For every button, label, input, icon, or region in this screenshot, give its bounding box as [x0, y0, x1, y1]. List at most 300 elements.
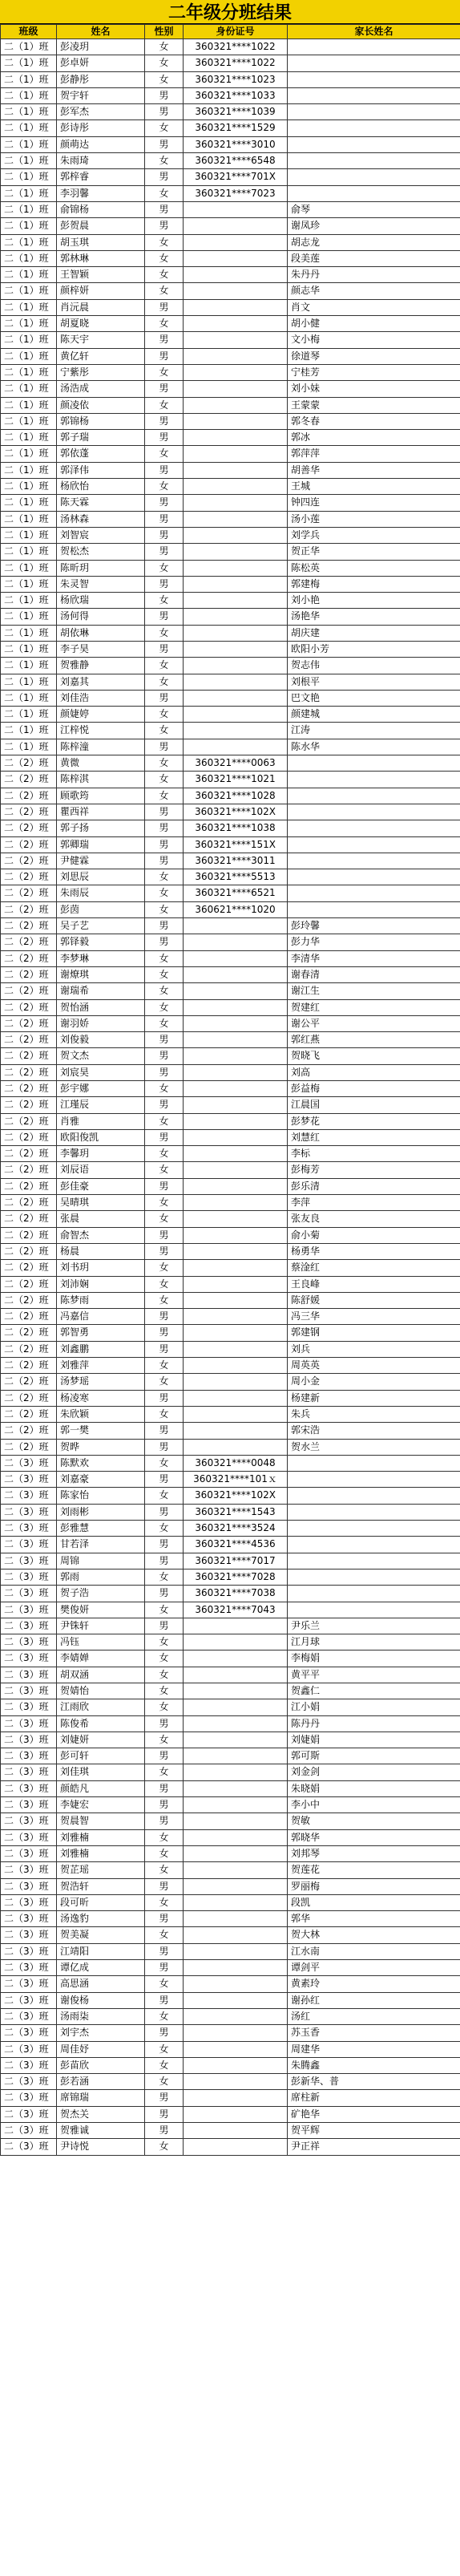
- cell-name: 郭梓睿: [57, 169, 145, 185]
- cell-gender: 男: [145, 104, 184, 120]
- table-row: [1, 169, 460, 185]
- cell-gender: 男: [145, 739, 184, 755]
- cell-parent-name: 陈舒媛: [288, 1292, 460, 1308]
- cell-class: 二（1）班: [1, 299, 57, 315]
- cell-parent-name: 贺大林: [288, 1927, 460, 1943]
- cell-parent-name: 彭新华、普: [288, 2074, 460, 2090]
- table-row: [1, 1260, 460, 1276]
- cell-id-number: 360321****151X: [184, 836, 288, 853]
- cell-parent-name: [288, 1504, 460, 1520]
- cell-parent-name: 钟四连: [288, 495, 460, 511]
- cell-id-number: 360321****1033: [184, 87, 288, 103]
- cell-name: 尹铢轩: [57, 1618, 145, 1634]
- table-row: [1, 1048, 460, 1064]
- table-row: [1, 1748, 460, 1764]
- cell-name: 俞智杰: [57, 1227, 145, 1243]
- table-row: [1, 950, 460, 966]
- table-row: [1, 1162, 460, 1178]
- cell-name: 贺雅诚: [57, 2123, 145, 2139]
- cell-class: 二（1）班: [1, 527, 57, 543]
- cell-parent-name: 段美莲: [288, 250, 460, 266]
- cell-parent-name: [288, 901, 460, 917]
- table-row: [1, 1764, 460, 1780]
- cell-parent-name: 朱丹丹: [288, 267, 460, 283]
- cell-class: 二（3）班: [1, 1992, 57, 2008]
- cell-id-number: [184, 1862, 288, 1878]
- cell-gender: 男: [145, 1341, 184, 1357]
- cell-name: 吴子艺: [57, 918, 145, 934]
- cell-name: 贺松杰: [57, 544, 145, 560]
- cell-parent-name: 贺水兰: [288, 1439, 460, 1455]
- cell-name: 刘雅萍: [57, 1358, 145, 1374]
- table-row: [1, 201, 460, 217]
- cell-id-number: [184, 609, 288, 625]
- table-row: [1, 39, 460, 55]
- cell-parent-name: [288, 1488, 460, 1504]
- cell-gender: 男: [145, 348, 184, 364]
- cell-id-number: [184, 511, 288, 527]
- cell-class: 二（3）班: [1, 1699, 57, 1715]
- cell-class: 二（3）班: [1, 1553, 57, 1569]
- cell-id-number: [184, 690, 288, 706]
- cell-gender: 男: [145, 1911, 184, 1927]
- cell-parent-name: 颜建城: [288, 707, 460, 723]
- cell-gender: 女: [145, 1927, 184, 1943]
- table-row: [1, 1292, 460, 1308]
- table-row: [1, 87, 460, 103]
- cell-gender: 女: [145, 1667, 184, 1683]
- cell-parent-name: 朱晓娟: [288, 1780, 460, 1796]
- cell-parent-name: 郭冬春: [288, 413, 460, 429]
- cell-parent-name: 贺晓飞: [288, 1048, 460, 1064]
- cell-id-number: [184, 1048, 288, 1064]
- cell-name: 宁紫彤: [57, 364, 145, 380]
- cell-name: 刘雅楠: [57, 1845, 145, 1861]
- cell-name: 彭宇娜: [57, 1081, 145, 1097]
- cell-gender: 男: [145, 381, 184, 397]
- cell-gender: 男: [145, 1748, 184, 1764]
- cell-name: 朱欣颖: [57, 1406, 145, 1422]
- table-row: [1, 918, 460, 934]
- cell-class: 二（2）班: [1, 853, 57, 869]
- cell-id-number: [184, 1423, 288, 1439]
- table-row: [1, 593, 460, 609]
- cell-id-number: 360321****7017: [184, 1553, 288, 1569]
- cell-gender: 男: [145, 1390, 184, 1406]
- cell-gender: 女: [145, 658, 184, 674]
- cell-name: 郭卿瑞: [57, 836, 145, 853]
- cell-name: 陈梓淇: [57, 772, 145, 788]
- cell-class: 二（2）班: [1, 1178, 57, 1194]
- cell-gender: 女: [145, 479, 184, 495]
- cell-parent-name: 谢凤珍: [288, 218, 460, 234]
- cell-class: 二（2）班: [1, 755, 57, 772]
- cell-id-number: [184, 527, 288, 543]
- header-gender: 性别: [145, 25, 184, 39]
- cell-name: 冯钰: [57, 1634, 145, 1651]
- cell-class: 二（1）班: [1, 479, 57, 495]
- cell-parent-name: [288, 39, 460, 55]
- cell-class: 二（3）班: [1, 2090, 57, 2106]
- cell-parent-name: 李清华: [288, 950, 460, 966]
- table-row: [1, 136, 460, 152]
- cell-class: 二（3）班: [1, 2008, 57, 2024]
- cell-parent-name: 陈丹丹: [288, 1715, 460, 1732]
- cell-id-number: [184, 413, 288, 429]
- cell-gender: 男: [145, 1780, 184, 1796]
- cell-name: 汤浩成: [57, 381, 145, 397]
- cell-parent-name: 陈水华: [288, 739, 460, 755]
- cell-id-number: [184, 1374, 288, 1390]
- cell-class: 二（2）班: [1, 901, 57, 917]
- cell-name: 贺浩轩: [57, 1878, 145, 1894]
- cell-parent-name: 贺志伟: [288, 658, 460, 674]
- table-row: [1, 1732, 460, 1748]
- cell-gender: 男: [145, 1325, 184, 1341]
- cell-parent-name: 冯三华: [288, 1309, 460, 1325]
- cell-id-number: [184, 348, 288, 364]
- cell-parent-name: 矿艳华: [288, 2106, 460, 2122]
- cell-id-number: [184, 1211, 288, 1227]
- cell-name: 汤逸豹: [57, 1911, 145, 1927]
- cell-id-number: [184, 1797, 288, 1813]
- table-row: [1, 430, 460, 446]
- cell-name: 谢俊杨: [57, 1992, 145, 2008]
- cell-class: 二（1）班: [1, 39, 57, 55]
- cell-class: 二（2）班: [1, 1390, 57, 1406]
- table-row: [1, 853, 460, 869]
- cell-class: 二（1）班: [1, 707, 57, 723]
- table-row: [1, 1015, 460, 1031]
- cell-parent-name: 汤红: [288, 2008, 460, 2024]
- cell-class: 二（2）班: [1, 820, 57, 836]
- cell-parent-name: 肖文: [288, 299, 460, 315]
- table-row: [1, 1878, 460, 1894]
- cell-gender: 男: [145, 2025, 184, 2041]
- cell-id-number: 360321****701X: [184, 169, 288, 185]
- cell-class: 二（3）班: [1, 2074, 57, 2090]
- cell-gender: 女: [145, 1699, 184, 1715]
- cell-class: 二（3）班: [1, 2139, 57, 2155]
- cell-class: 二（3）班: [1, 2123, 57, 2139]
- table-row: [1, 1243, 460, 1259]
- cell-parent-name: 陈松英: [288, 560, 460, 576]
- cell-name: 陈家怡: [57, 1488, 145, 1504]
- cell-name: 刘鑫鹏: [57, 1341, 145, 1357]
- table-row: [1, 1683, 460, 1699]
- cell-class: 二（2）班: [1, 934, 57, 950]
- cell-gender: 男: [145, 1097, 184, 1113]
- cell-gender: 女: [145, 1569, 184, 1585]
- cell-class: 二（1）班: [1, 462, 57, 478]
- cell-gender: 女: [145, 71, 184, 87]
- cell-name: 郭一樊: [57, 1423, 145, 1439]
- cell-gender: 男: [145, 1586, 184, 1602]
- cell-class: 二（2）班: [1, 788, 57, 804]
- cell-gender: 女: [145, 2041, 184, 2057]
- cell-gender: 男: [145, 1813, 184, 1829]
- cell-name: 陈俊希: [57, 1715, 145, 1732]
- cell-parent-name: 文小梅: [288, 332, 460, 348]
- cell-id-number: 360321****1038: [184, 820, 288, 836]
- table-row: [1, 1537, 460, 1553]
- cell-name: 尹诗悦: [57, 2139, 145, 2155]
- table-row: [1, 1309, 460, 1325]
- cell-name: 汤林森: [57, 511, 145, 527]
- cell-class: 二（3）班: [1, 1780, 57, 1796]
- cell-name: 颜凌依: [57, 397, 145, 413]
- cell-id-number: [184, 560, 288, 576]
- cell-gender: 女: [145, 1521, 184, 1537]
- cell-gender: 男: [145, 495, 184, 511]
- cell-name: 杨凌寒: [57, 1390, 145, 1406]
- cell-gender: 男: [145, 2090, 184, 2106]
- cell-parent-name: 郭晓华: [288, 1829, 460, 1845]
- cell-class: 二（2）班: [1, 1048, 57, 1064]
- table-row: [1, 1927, 460, 1943]
- cell-id-number: [184, 1894, 288, 1910]
- cell-name: 彭诗彤: [57, 120, 145, 136]
- cell-id-number: [184, 446, 288, 462]
- table-row: [1, 2057, 460, 2073]
- cell-name: 陈默欢: [57, 1455, 145, 1471]
- cell-class: 二（3）班: [1, 1797, 57, 1813]
- cell-name: 郭林琳: [57, 250, 145, 266]
- cell-id-number: [184, 576, 288, 592]
- cell-gender: 女: [145, 885, 184, 901]
- cell-name: 陈天霖: [57, 495, 145, 511]
- cell-gender: 男: [145, 1129, 184, 1145]
- cell-id-number: [184, 2025, 288, 2041]
- cell-parent-name: 徐道琴: [288, 348, 460, 364]
- cell-parent-name: 刘邦琴: [288, 1845, 460, 1861]
- cell-name: 贺晨智: [57, 1813, 145, 1829]
- cell-parent-name: 杨勇华: [288, 1243, 460, 1259]
- cell-name: 颜婕婷: [57, 707, 145, 723]
- cell-name: 刘宇杰: [57, 2025, 145, 2041]
- cell-class: 二（3）班: [1, 1618, 57, 1634]
- cell-name: 刘佳琪: [57, 1764, 145, 1780]
- table-row: [1, 1829, 460, 1845]
- table-body: [1, 39, 460, 2156]
- cell-id-number: [184, 999, 288, 1015]
- cell-id-number: [184, 1178, 288, 1194]
- cell-gender: 男: [145, 918, 184, 934]
- table-row: [1, 1406, 460, 1422]
- table-row: [1, 2139, 460, 2155]
- title-bar: [0, 0, 460, 24]
- table-row: [1, 755, 460, 772]
- cell-parent-name: [288, 1602, 460, 1618]
- cell-parent-name: 贺建红: [288, 999, 460, 1015]
- cell-parent-name: 彭玲馨: [288, 918, 460, 934]
- table-row: [1, 511, 460, 527]
- cell-name: 黄微: [57, 755, 145, 772]
- header-name: 姓名: [57, 25, 145, 39]
- table-row: [1, 2025, 460, 2041]
- cell-name: 贺子浩: [57, 1586, 145, 1602]
- cell-gender: 男: [145, 934, 184, 950]
- cell-gender: 女: [145, 625, 184, 641]
- cell-parent-name: 贺莲花: [288, 1862, 460, 1878]
- cell-class: 二（3）班: [1, 1748, 57, 1764]
- cell-id-number: [184, 299, 288, 315]
- cell-gender: 女: [145, 999, 184, 1015]
- cell-class: 二（3）班: [1, 1732, 57, 1748]
- cell-class: 二（3）班: [1, 1634, 57, 1651]
- cell-id-number: [184, 1699, 288, 1715]
- cell-parent-name: [288, 87, 460, 103]
- cell-gender: 女: [145, 1406, 184, 1422]
- table-row: [1, 1797, 460, 1813]
- cell-class: 二（1）班: [1, 104, 57, 120]
- cell-id-number: 360321****1028: [184, 788, 288, 804]
- cell-id-number: [184, 1683, 288, 1699]
- cell-class: 二（3）班: [1, 1602, 57, 1618]
- cell-name: 李羽馨: [57, 185, 145, 201]
- cell-class: 二（1）班: [1, 593, 57, 609]
- cell-name: 席锦瑞: [57, 2090, 145, 2106]
- cell-gender: 女: [145, 1894, 184, 1910]
- table-row: [1, 1651, 460, 1667]
- cell-name: 段可昕: [57, 1894, 145, 1910]
- cell-name: 颜梓妍: [57, 283, 145, 299]
- cell-gender: 女: [145, 1015, 184, 1031]
- cell-parent-name: 谢春清: [288, 966, 460, 982]
- cell-name: 胡依琳: [57, 625, 145, 641]
- cell-id-number: [184, 1015, 288, 1031]
- cell-gender: 女: [145, 1113, 184, 1129]
- cell-name: 朱雨辰: [57, 885, 145, 901]
- cell-gender: 男: [145, 1423, 184, 1439]
- table-row: [1, 1602, 460, 1618]
- cell-class: 二（2）班: [1, 1341, 57, 1357]
- cell-class: 二（2）班: [1, 1113, 57, 1129]
- cell-id-number: [184, 1667, 288, 1683]
- cell-gender: 女: [145, 55, 184, 71]
- cell-parent-name: 郭可斯: [288, 1748, 460, 1764]
- cell-class: 二（3）班: [1, 1488, 57, 1504]
- cell-gender: 女: [145, 1683, 184, 1699]
- cell-class: 二（1）班: [1, 430, 57, 446]
- table-row: [1, 836, 460, 853]
- cell-id-number: 360321****1529: [184, 120, 288, 136]
- cell-class: 二（1）班: [1, 381, 57, 397]
- cell-name: 郭子瑞: [57, 430, 145, 446]
- cell-name: 肖沅晨: [57, 299, 145, 315]
- table-row: [1, 1081, 460, 1097]
- cell-parent-name: [288, 869, 460, 885]
- cell-gender: 女: [145, 2008, 184, 2024]
- cell-parent-name: [288, 853, 460, 869]
- table-row: [1, 1943, 460, 1959]
- table-row: [1, 348, 460, 364]
- cell-class: 二（2）班: [1, 1243, 57, 1259]
- cell-id-number: [184, 1976, 288, 1992]
- cell-parent-name: 刘学兵: [288, 527, 460, 543]
- cell-parent-name: [288, 169, 460, 185]
- cell-id-number: [184, 707, 288, 723]
- cell-id-number: [184, 2139, 288, 2155]
- cell-gender: 男: [145, 462, 184, 478]
- cell-class: 二（3）班: [1, 2041, 57, 2057]
- cell-gender: 女: [145, 901, 184, 917]
- table-row: [1, 397, 460, 413]
- table-row: [1, 1553, 460, 1569]
- cell-id-number: [184, 332, 288, 348]
- cell-id-number: [184, 641, 288, 657]
- cell-name: 郭泽伟: [57, 462, 145, 478]
- cell-gender: 女: [145, 2074, 184, 2090]
- cell-class: 二（2）班: [1, 1064, 57, 1080]
- cell-name: 顾歌筠: [57, 788, 145, 804]
- cell-name: 郭子扬: [57, 820, 145, 836]
- table-row: [1, 267, 460, 283]
- cell-class: 二（1）班: [1, 316, 57, 332]
- cell-gender: 女: [145, 120, 184, 136]
- cell-class: 二（2）班: [1, 1423, 57, 1439]
- cell-id-number: [184, 1081, 288, 1097]
- cell-id-number: 360321****7023: [184, 185, 288, 201]
- cell-class: 二（1）班: [1, 446, 57, 462]
- cell-parent-name: 刘兵: [288, 1341, 460, 1357]
- table-row: [1, 1129, 460, 1145]
- cell-parent-name: 王蒙蒙: [288, 397, 460, 413]
- cell-id-number: 360321****3011: [184, 853, 288, 869]
- cell-parent-name: [288, 772, 460, 788]
- cell-gender: 男: [145, 820, 184, 836]
- table-row: [1, 885, 460, 901]
- cell-class: 二（3）班: [1, 1764, 57, 1780]
- cell-id-number: [184, 462, 288, 478]
- table-row: [1, 901, 460, 917]
- cell-parent-name: 刘金剑: [288, 1764, 460, 1780]
- cell-id-number: [184, 2123, 288, 2139]
- cell-id-number: 360321****1021: [184, 772, 288, 788]
- table-row: [1, 658, 460, 674]
- cell-parent-name: 黄素玲: [288, 1976, 460, 1992]
- cell-class: 二（2）班: [1, 1146, 57, 1162]
- cell-name: 汤何得: [57, 609, 145, 625]
- cell-parent-name: [288, 1455, 460, 1471]
- cell-parent-name: 贺鑫仁: [288, 1683, 460, 1699]
- cell-class: 二（1）班: [1, 169, 57, 185]
- cell-gender: 男: [145, 853, 184, 869]
- cell-parent-name: 段凯: [288, 1894, 460, 1910]
- cell-gender: 男: [145, 218, 184, 234]
- cell-name: 刘嘉豪: [57, 1472, 145, 1488]
- cell-class: 二（3）班: [1, 1715, 57, 1732]
- cell-class: 二（3）班: [1, 1569, 57, 1585]
- cell-gender: 男: [145, 299, 184, 315]
- cell-gender: 女: [145, 1146, 184, 1162]
- cell-id-number: [184, 495, 288, 511]
- cell-name: 刘俊毅: [57, 1032, 145, 1048]
- table-row: [1, 1911, 460, 1927]
- cell-parent-name: [288, 804, 460, 820]
- cell-class: 二（1）班: [1, 55, 57, 71]
- table-row: [1, 1390, 460, 1406]
- table-row: [1, 1276, 460, 1292]
- table-row: [1, 560, 460, 576]
- cell-id-number: [184, 983, 288, 999]
- cell-id-number: [184, 1992, 288, 2008]
- cell-parent-name: [288, 120, 460, 136]
- table-row: [1, 1097, 460, 1113]
- cell-gender: 女: [145, 1292, 184, 1308]
- cell-id-number: [184, 966, 288, 982]
- cell-gender: 男: [145, 1992, 184, 2008]
